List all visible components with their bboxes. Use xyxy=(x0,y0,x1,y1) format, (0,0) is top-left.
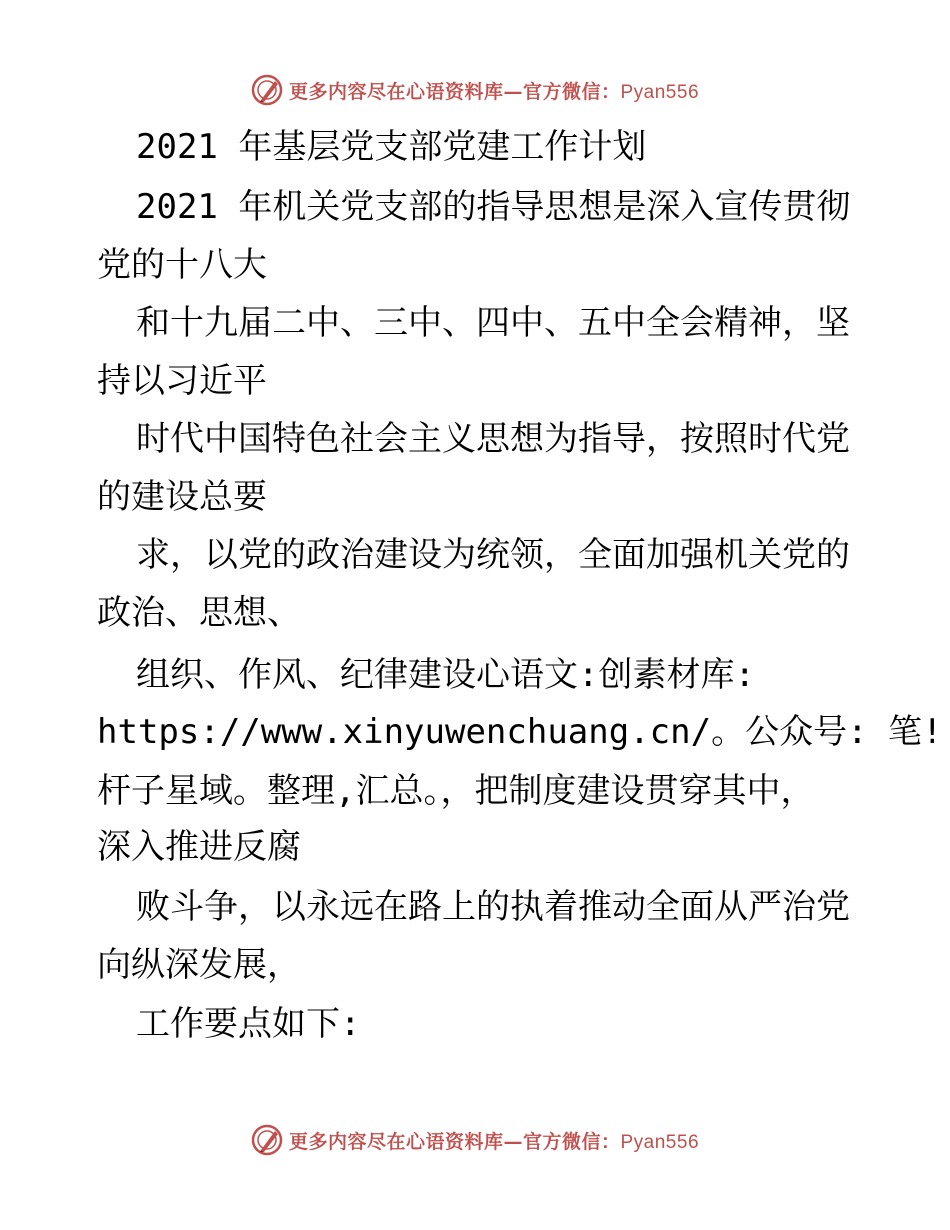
paragraph-line: 持以习近平 xyxy=(97,361,267,401)
paragraph-line: 组织、作风、纪律建设心语文:创素材库: xyxy=(136,655,755,695)
footer-wechat-id: Pyan556 xyxy=(620,1131,700,1153)
paragraph-line: 求，以党的政治建设为统领，全面加强机关党的 xyxy=(136,535,850,575)
header-banner xyxy=(0,70,950,110)
paragraph-line: 和十九届二中、三中、四中、五中全会精神，坚 xyxy=(136,303,850,343)
paragraph-line: 败斗争，以永远在路上的执着推动全面从严治党 xyxy=(136,887,850,927)
header-banner-text: 更多内容尽在心语资料库—官方微信：Pyan556 xyxy=(288,80,700,103)
paragraph-line: 工作要点如下: xyxy=(136,1004,361,1044)
paragraph-line: 政治、思想、 xyxy=(97,593,301,633)
document-title: 2021 年基层党支部党建工作计划 xyxy=(136,127,647,167)
paragraph-line: https://www.xinyuwenchuang.cn/。公众号: 笔! xyxy=(97,712,943,752)
paragraph-line: 向纵深发展， xyxy=(97,945,301,985)
paragraph-line: 深入推进反腐 xyxy=(97,827,301,867)
pen-logo-icon xyxy=(251,1123,285,1157)
footer-banner xyxy=(0,1120,950,1160)
footer-banner-text: 更多内容尽在心语资料库—官方微信：Pyan556 xyxy=(288,1130,700,1153)
paragraph-line: 的建设总要 xyxy=(97,477,267,517)
paragraph-line: 时代中国特色社会主义思想为指导，按照时代党 xyxy=(136,419,850,459)
pen-logo-icon xyxy=(251,73,285,107)
paragraph-line: 党的十八大 xyxy=(97,245,267,285)
paragraph-line: 2021 年机关党支部的指导思想是深入宣传贯彻 xyxy=(136,187,851,227)
header-wechat-id: Pyan556 xyxy=(620,81,700,103)
paragraph-line: 杆子星域。整理,汇总。，把制度建设贯穿其中， xyxy=(97,771,815,811)
